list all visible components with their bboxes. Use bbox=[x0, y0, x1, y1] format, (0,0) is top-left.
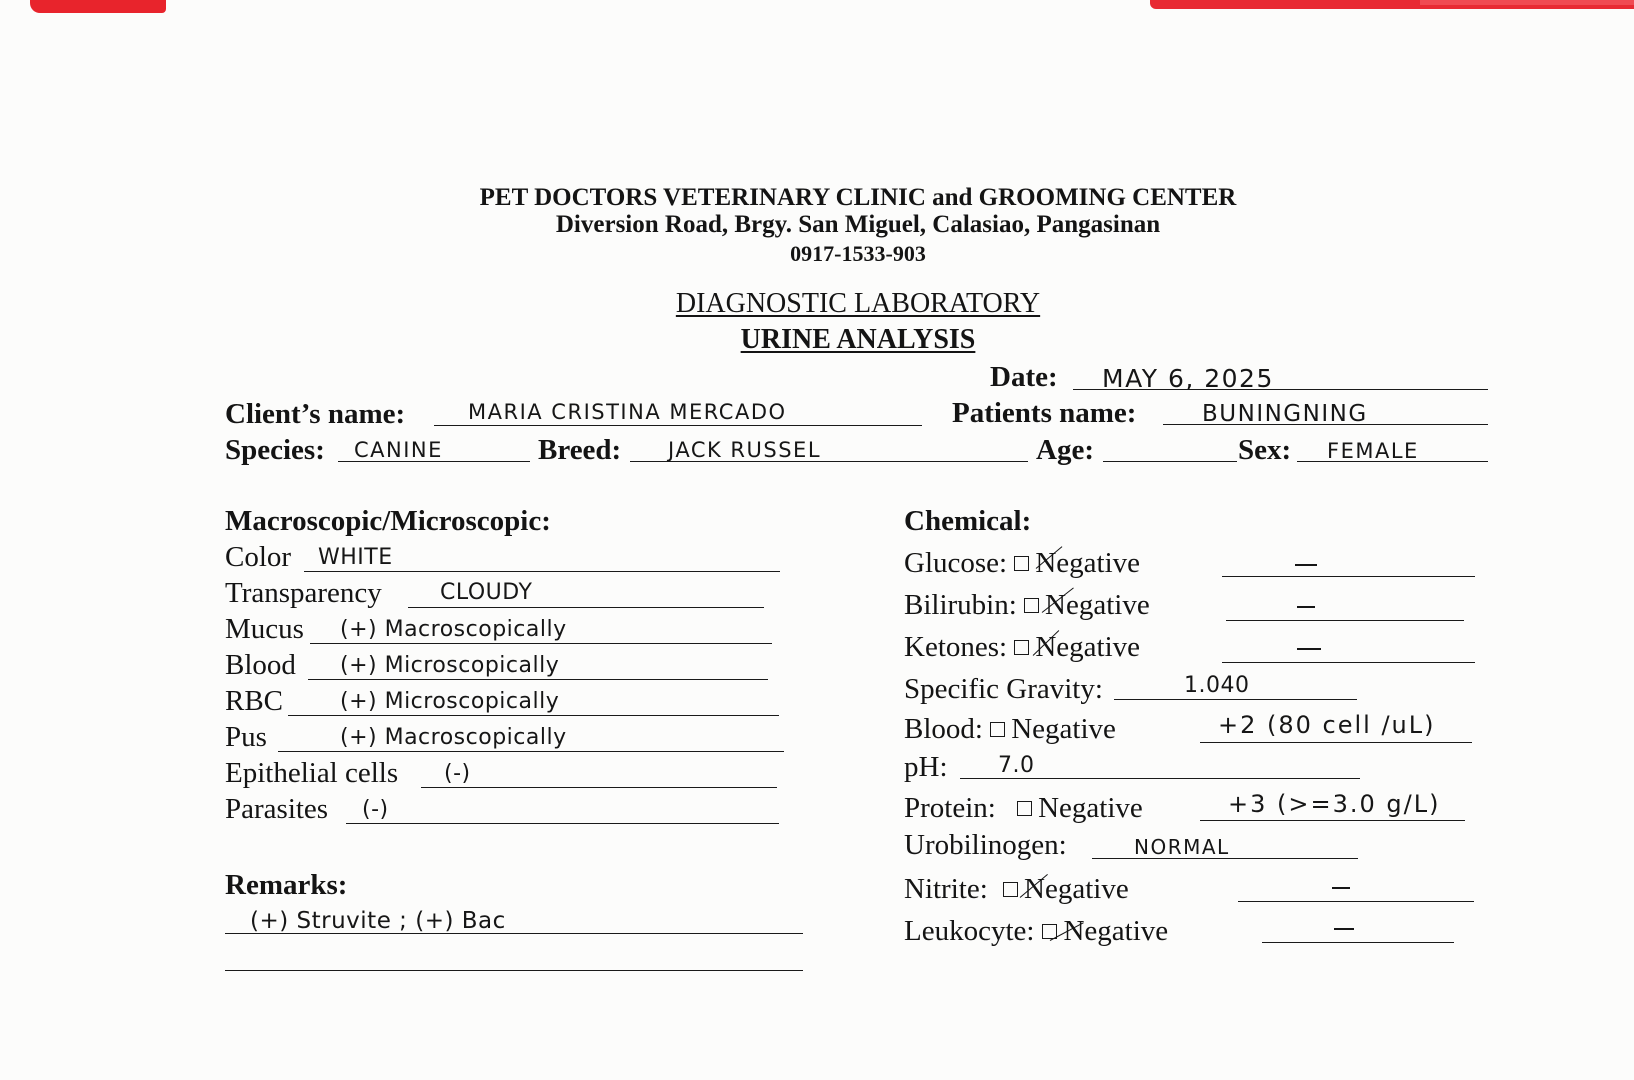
blood-chem-value: +2 (80 cell /uL) bbox=[1218, 711, 1436, 739]
nitrite-row bbox=[904, 872, 1129, 906]
glucose-label: Glucose: bbox=[904, 547, 1008, 579]
protein-negative-checkbox bbox=[1017, 801, 1032, 816]
glucose-row bbox=[904, 546, 1140, 580]
glucose-value bbox=[1295, 564, 1317, 566]
rbc-line bbox=[288, 715, 779, 716]
red-edge-mark bbox=[1420, 0, 1634, 5]
protein-row bbox=[904, 791, 1143, 825]
remarks-heading: Remarks: bbox=[225, 869, 348, 901]
blood-micro-line bbox=[308, 679, 768, 680]
bilirubin-label: Bilirubin: bbox=[904, 589, 1017, 621]
blood-micro-value: (+) Microscopically bbox=[340, 653, 560, 678]
patient-value: BUNINGNING bbox=[1202, 401, 1368, 427]
sg-line bbox=[1114, 699, 1357, 700]
sex-label: Sex: bbox=[1238, 434, 1292, 466]
nitrite-line bbox=[1238, 901, 1474, 902]
date-label: Date: bbox=[990, 361, 1058, 393]
blood-chem-row bbox=[904, 712, 1116, 746]
ketones-label: Ketones: bbox=[904, 631, 1008, 663]
nitrite-negative-checkbox bbox=[1003, 882, 1018, 897]
protein-value: +3 (>=3.0 g/L) bbox=[1228, 790, 1441, 818]
age-line bbox=[1103, 461, 1237, 462]
blood-chem-line bbox=[1200, 742, 1472, 743]
species-label: Species: bbox=[225, 434, 325, 466]
blood-negative-text: Negative bbox=[1011, 713, 1116, 745]
ketones-line bbox=[1222, 662, 1475, 663]
bilirubin-negative-checkbox bbox=[1024, 598, 1039, 613]
bilirubin-row bbox=[904, 588, 1150, 622]
parasites-value: (-) bbox=[362, 797, 389, 822]
species-value: CANINE bbox=[354, 438, 443, 462]
nitrite-value bbox=[1332, 887, 1350, 889]
protein-line bbox=[1200, 820, 1465, 821]
rbc-value: (+) Microscopically bbox=[340, 689, 560, 714]
pus-label: Pus bbox=[225, 721, 267, 753]
bilirubin-line bbox=[1226, 620, 1464, 621]
bilirubin-negative-text: Negative bbox=[1045, 589, 1150, 621]
bilirubin-value bbox=[1297, 606, 1315, 608]
blood-chem-label: Blood: bbox=[904, 713, 983, 745]
transparency-line bbox=[408, 607, 764, 608]
clinic-phone: 0917-1533-903 bbox=[790, 241, 926, 266]
epithelial-line bbox=[421, 787, 777, 788]
ph-value: 7.0 bbox=[998, 753, 1035, 778]
red-edge-mark bbox=[30, 0, 166, 13]
color-line bbox=[304, 571, 780, 572]
remarks-line-2 bbox=[225, 970, 803, 971]
glucose-line bbox=[1222, 576, 1475, 577]
mucus-label: Mucus bbox=[225, 613, 304, 645]
blood-negative-checkbox bbox=[990, 722, 1005, 737]
sex-value: FEMALE bbox=[1327, 439, 1419, 463]
department-title: DIAGNOSTIC LABORATORY bbox=[675, 288, 1041, 319]
ketones-negative-text: Negative bbox=[1035, 631, 1141, 663]
transparency-label: Transparency bbox=[225, 577, 382, 609]
leukocyte-negative-text: Negative bbox=[1063, 915, 1169, 947]
leukocyte-line bbox=[1262, 942, 1454, 943]
glucose-negative-text: Negative bbox=[1035, 547, 1141, 579]
sg-value: 1.040 bbox=[1184, 673, 1250, 698]
urobilinogen-label: Urobilinogen: bbox=[904, 829, 1067, 861]
leukocyte-label: Leukocyte: bbox=[904, 915, 1035, 947]
clinic-address: Diversion Road, Brgy. San Miguel, Calasiao, Pangasinan bbox=[555, 211, 1161, 238]
protein-negative-text: Negative bbox=[1038, 792, 1143, 824]
transparency-value: CLOUDY bbox=[440, 580, 533, 605]
blood-micro-label: Blood bbox=[225, 649, 296, 681]
epithelial-label: Epithelial cells bbox=[225, 757, 399, 789]
client-value: MARIA CRISTINA MERCADO bbox=[468, 400, 787, 424]
patient-label: Patients name: bbox=[952, 397, 1137, 429]
color-value: WHITE bbox=[318, 545, 393, 570]
color-label: Color bbox=[225, 541, 292, 573]
date-value: MAY 6, 2025 bbox=[1102, 364, 1274, 393]
client-label: Client’s name: bbox=[225, 398, 406, 430]
clinic-name: PET DOCTORS VETERINARY CLINIC and GROOMING CENTER bbox=[479, 184, 1237, 211]
chemical-heading: Chemical: bbox=[904, 505, 1032, 537]
protein-label: Protein: bbox=[904, 792, 996, 824]
ketones-row bbox=[904, 630, 1140, 664]
epithelial-value: (-) bbox=[444, 761, 471, 786]
urobilinogen-value: NORMAL bbox=[1134, 835, 1230, 859]
remarks-value: (+) Struvite ; (+) Bac bbox=[250, 908, 506, 934]
nitrite-negative-text: Negative bbox=[1024, 873, 1129, 905]
rbc-label: RBC bbox=[225, 685, 284, 717]
sg-label: Specific Gravity: bbox=[904, 673, 1103, 705]
leukocyte-value bbox=[1334, 928, 1354, 930]
mucus-value: (+) Macroscopically bbox=[340, 617, 567, 642]
client-line bbox=[434, 425, 922, 426]
ketones-value bbox=[1297, 648, 1321, 650]
pus-line bbox=[278, 751, 784, 752]
breed-label: Breed: bbox=[538, 434, 622, 466]
parasites-line bbox=[346, 823, 779, 824]
breed-value: JACK RUSSEL bbox=[668, 438, 822, 462]
ph-label: pH: bbox=[904, 751, 948, 783]
ketones-negative-checkbox bbox=[1014, 640, 1029, 655]
mucus-line bbox=[310, 643, 772, 644]
age-label: Age: bbox=[1036, 434, 1094, 466]
test-title: URINE ANALYSIS bbox=[740, 324, 976, 355]
parasites-label: Parasites bbox=[225, 793, 329, 825]
macro-heading: Macroscopic/Microscopic: bbox=[225, 505, 551, 537]
pus-value: (+) Macroscopically bbox=[340, 725, 567, 750]
glucose-negative-checkbox bbox=[1014, 556, 1029, 571]
nitrite-label: Nitrite: bbox=[904, 873, 988, 905]
leukocyte-row bbox=[904, 914, 1168, 948]
